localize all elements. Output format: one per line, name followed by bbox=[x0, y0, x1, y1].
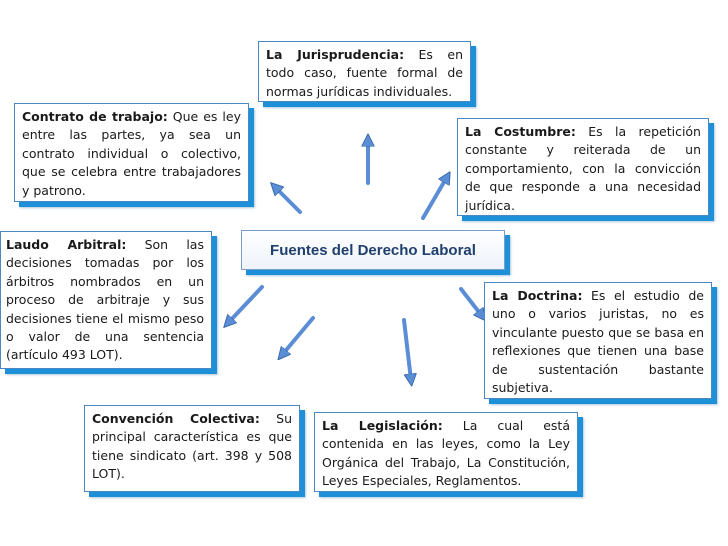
node-text: La cual está contenida en las leyes, como la Ley Orgánica del Trabajo, La Constitución, Leyes Especiales, Reglamentos. bbox=[322, 418, 570, 489]
arrow-to-laudo bbox=[228, 287, 262, 323]
arrow-to-convencion bbox=[282, 318, 313, 355]
arrow-to-doctrina bbox=[461, 289, 482, 316]
node-convencion bbox=[84, 405, 300, 492]
node-costumbre bbox=[457, 118, 709, 216]
node-text: Es el estudio de uno o varios juristas, no es vinculante puesto que se basa en reflexiones que tienen una base de sustentación bastante subjetiva. bbox=[492, 288, 704, 396]
node-label: Laudo Arbitral: bbox=[6, 237, 127, 252]
node-label: La Legislación: bbox=[322, 418, 443, 433]
node-label: Convención Colectiva: bbox=[92, 411, 260, 426]
node-label: La Doctrina: bbox=[492, 288, 583, 303]
node-label: Contrato de trabajo: bbox=[22, 109, 168, 124]
node-text: Es en todo caso, fuente formal de normas jurídicas individuales. bbox=[266, 47, 463, 99]
node-label: La Jurisprudencia: bbox=[266, 47, 405, 62]
node-jurisprudencia bbox=[258, 41, 471, 102]
arrow-to-costumbre bbox=[423, 177, 447, 218]
node-text: Que es ley entre las partes, ya sea un contrato individual o colectivo, que se celebra entre trabajadores y patrono. bbox=[22, 109, 241, 198]
center-title: Fuentes del Derecho Laboral bbox=[270, 241, 476, 259]
node-label: La Costumbre: bbox=[465, 124, 576, 139]
arrow-to-contrato bbox=[275, 187, 300, 212]
node-contrato bbox=[14, 103, 249, 202]
node-text: Es la repetición constante y reiterada de un comportamiento, con la convicción de que responde a una necesidad jurídica. bbox=[465, 124, 701, 213]
node-text: Son las decisiones tomadas por los árbitros nombrados en un proceso de arbitraje y sus decisiones tiene el mismo peso o valor de una sentencia (artículo 493 LOT). bbox=[6, 237, 204, 363]
node-laudo bbox=[0, 231, 212, 369]
arrow-to-legislacion bbox=[404, 320, 411, 380]
node-legislacion bbox=[314, 412, 578, 492]
node-text: Su principal característica es que tiene sindicato (art. 398 y 508 LOT). bbox=[92, 411, 292, 482]
center-node bbox=[241, 230, 505, 270]
node-doctrina bbox=[484, 282, 712, 399]
